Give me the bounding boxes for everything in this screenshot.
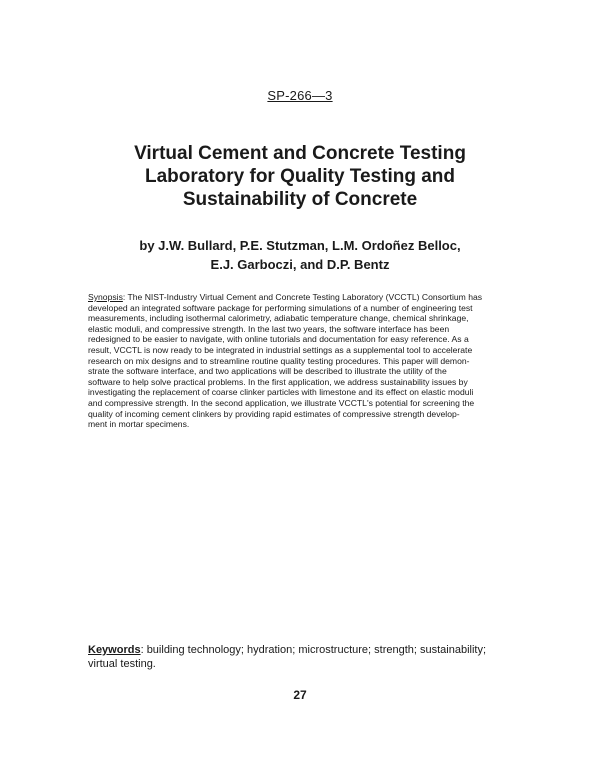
page-number: 27 <box>293 688 307 702</box>
synopsis-line: research on mix designs and to streamline routine quality testing procedures. This paper will demon- <box>88 355 470 366</box>
synopsis-line: elastic moduli, and compressive strength. In the last two years, the software interface has been <box>88 323 450 334</box>
paper-id: SP-266—3 <box>267 88 333 103</box>
author-line: E.J. Garboczi, and D.P. Bentz <box>210 257 390 272</box>
synopsis-line: measurements, including isothermal calorimetry, adiabatic temperature change, chemical shrinkage, <box>88 313 469 324</box>
keywords-line: virtual testing. <box>88 658 156 670</box>
synopsis-line: redesigned to be easier to navigate, with online tutorials and documentation for easy reference. As a <box>88 334 469 345</box>
synopsis-label: Synopsis <box>88 292 123 302</box>
synopsis-line: ment in mortar specimens. <box>88 419 190 430</box>
title-line: Virtual Cement and Concrete Testing <box>134 143 466 164</box>
paper-title <box>60 142 540 211</box>
author-list <box>60 236 540 274</box>
author-line: by J.W. Bullard, P.E. Stutzman, L.M. Ordoñez Belloc, <box>139 238 461 253</box>
synopsis-line: investigating the replacement of coarse clinker particles with limestone and its effect on elastic moduli <box>88 387 474 398</box>
keywords-first-line: : building technology; hydration; microstructure; strength; sustainability; <box>140 644 487 656</box>
synopsis-line: and compressive strength. In the second application, we illustrate VCCTL's potential for screening the <box>88 397 475 408</box>
synopsis-line: developed an integrated software package for performing simulations of a number of engineering test <box>88 302 473 313</box>
synopsis <box>88 292 518 430</box>
synopsis-line: quality of incoming cement clinkers by providing rapid estimates of compressive strength develop- <box>88 408 460 419</box>
keywords-line <box>88 643 518 657</box>
synopsis-line: software to help solve practical problems. In the first application, we address sustainability issues by <box>88 376 468 387</box>
keywords <box>88 643 518 671</box>
synopsis-line: strate the software interface, and two applications will be described to illustrate the utility of the <box>88 366 447 377</box>
synopsis-line <box>88 292 518 303</box>
title-line: Sustainability of Concrete <box>182 189 418 210</box>
title-line: Laboratory for Quality Testing and <box>144 166 455 187</box>
synopsis-line: result, VCCTL is now ready to be integrated in industrial settings as a supplemental tool to accelerate <box>88 344 473 355</box>
synopsis-first-line: : The NIST-Industry Virtual Cement and Concrete Testing Laboratory (VCCTL) Consortium has <box>122 292 483 302</box>
keywords-label: Keywords <box>88 644 141 656</box>
